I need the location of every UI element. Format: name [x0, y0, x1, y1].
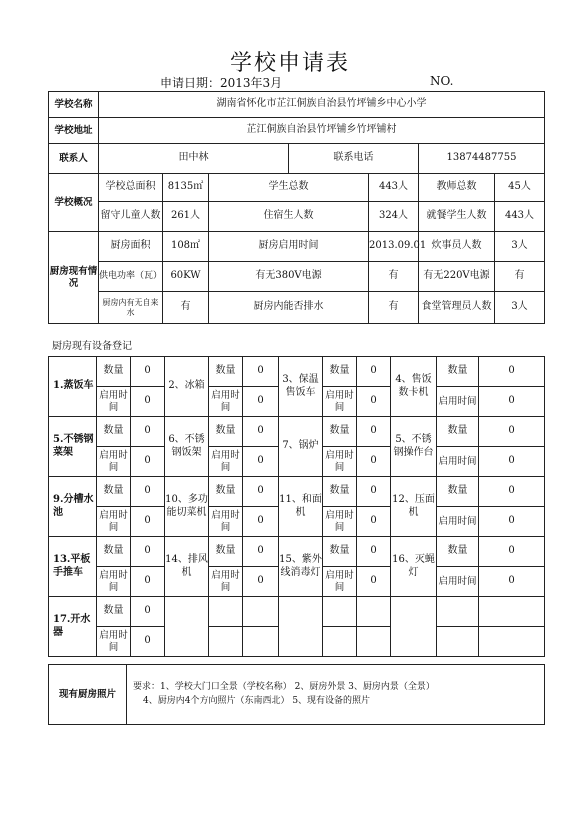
kitchen-label: 厨房现有情况 — [49, 232, 99, 324]
quantity-value: 0 — [131, 477, 165, 507]
v380-value: 有 — [369, 262, 419, 292]
quantity-label: 数量 — [209, 477, 243, 507]
quantity-value: 0 — [131, 357, 165, 387]
equipment-section-title: 厨房现有设备登记 — [52, 341, 132, 352]
empty-cell — [279, 597, 323, 657]
overview-label: 学校概况 — [49, 174, 99, 232]
quantity-label: 数量 — [437, 417, 479, 447]
quantity-label: 数量 — [437, 357, 479, 387]
quantity-value: 0 — [243, 537, 279, 567]
start-time-value: 0 — [479, 567, 545, 597]
equipment-name: 15、紫外线消毒灯 — [279, 537, 323, 597]
teachers-value: 45人 — [495, 174, 545, 202]
start-time-value: 0 — [243, 447, 279, 477]
quantity-value: 0 — [243, 417, 279, 447]
contact-label: 联系人 — [49, 144, 99, 174]
apply-date: 申请日期：2013年3月 — [160, 76, 283, 90]
equipment-name: 10、多功能切菜机 — [165, 477, 209, 537]
equipment-name: 9.分槽水池 — [49, 477, 97, 537]
start-time-label: 启用时间 — [97, 507, 131, 537]
start-time-label: 启用时间 — [437, 447, 479, 477]
quantity-value: 0 — [357, 417, 391, 447]
cooks-value: 3人 — [495, 232, 545, 262]
start-time-value: 0 — [479, 507, 545, 537]
managers-label: 食堂管理员人数 — [419, 292, 495, 324]
quantity-label: 数量 — [323, 477, 357, 507]
school-area-label: 学校总面积 — [99, 174, 163, 202]
kitchen-area-label: 厨房面积 — [99, 232, 163, 262]
quantity-value: 0 — [243, 477, 279, 507]
start-time-label: 启用时间 — [323, 387, 357, 417]
start-time-value: 0 — [131, 387, 165, 417]
quantity-value: 0 — [479, 357, 545, 387]
start-time-label: 启用时间 — [97, 627, 131, 657]
start-time-value: 0 — [243, 507, 279, 537]
school-address-value: 芷江侗族自治县竹坪铺乡竹坪铺村 — [99, 118, 545, 144]
quantity-value: 0 — [479, 537, 545, 567]
leftbehind-value: 261人 — [163, 202, 209, 232]
start-time-label: 启用时间 — [209, 387, 243, 417]
kitchen-start-label: 厨房启用时间 — [209, 232, 369, 262]
empty-cell — [437, 627, 479, 657]
photos-req-line2: 4、厨房内4个方向照片（东南西北） 5、现有设备的照片 — [143, 695, 371, 706]
quantity-label: 数量 — [97, 357, 131, 387]
empty-cell — [437, 597, 479, 627]
quantity-label: 数量 — [437, 477, 479, 507]
start-time-label: 启用时间 — [97, 447, 131, 477]
managers-value: 3人 — [495, 292, 545, 324]
equipment-name: 2、冰箱 — [165, 357, 209, 417]
boarders-label: 住宿生人数 — [209, 202, 369, 232]
empty-cell — [357, 627, 391, 657]
students-value: 443人 — [369, 174, 419, 202]
empty-cell — [209, 627, 243, 657]
students-label: 学生总数 — [209, 174, 369, 202]
equipment-name: 7、锅炉 — [279, 417, 323, 477]
empty-cell — [323, 627, 357, 657]
equipment-name: 6、不锈钢饭架 — [165, 417, 209, 477]
quantity-label: 数量 — [323, 537, 357, 567]
quantity-label: 数量 — [323, 417, 357, 447]
photos-requirements — [127, 665, 545, 725]
diners-value: 443人 — [495, 202, 545, 232]
phone-label: 联系电话 — [289, 144, 419, 174]
v220-label: 有无220V电源 — [419, 262, 495, 292]
start-time-value: 0 — [357, 567, 391, 597]
quantity-value: 0 — [357, 477, 391, 507]
school-area-value: 8135㎡ — [163, 174, 209, 202]
equipment-name: 12、压面机 — [391, 477, 437, 537]
start-time-value: 0 — [479, 387, 545, 417]
photos-req-line1: 要求：1、学校大门口全景（学校名称） 2、厨房外景 3、厨房内景（全景） — [133, 682, 435, 692]
drain-label: 厨房内能否排水 — [209, 292, 369, 324]
quantity-value: 0 — [357, 357, 391, 387]
start-time-label: 启用时间 — [323, 507, 357, 537]
quantity-value: 0 — [479, 417, 545, 447]
water-value: 有 — [163, 292, 209, 324]
start-time-value: 0 — [131, 447, 165, 477]
empty-cell — [209, 597, 243, 627]
empty-cell — [479, 597, 545, 627]
contact-value: 田中林 — [99, 144, 289, 174]
quantity-label: 数量 — [97, 537, 131, 567]
water-label: 厨房内有无自来水 — [99, 292, 163, 324]
quantity-value: 0 — [479, 477, 545, 507]
photos-label: 现有厨房照片 — [49, 665, 127, 725]
quantity-label: 数量 — [97, 597, 131, 627]
quantity-value: 0 — [357, 537, 391, 567]
photos-table — [48, 664, 545, 725]
quantity-label: 数量 — [209, 357, 243, 387]
start-time-label: 启用时间 — [209, 507, 243, 537]
quantity-value: 0 — [131, 597, 165, 627]
start-time-value: 0 — [131, 627, 165, 657]
kitchen-start-value: 2013.09.01 — [369, 232, 419, 262]
quantity-value: 0 — [131, 417, 165, 447]
start-time-label: 启用时间 — [437, 567, 479, 597]
equipment-name: 4、售饭数卡机 — [391, 357, 437, 417]
empty-cell — [165, 597, 209, 657]
equipment-name: 5、不锈钢操作台 — [391, 417, 437, 477]
start-time-label: 启用时间 — [437, 387, 479, 417]
start-time-label: 启用时间 — [97, 387, 131, 417]
teachers-label: 教师总数 — [419, 174, 495, 202]
equipment-name: 14、排风机 — [165, 537, 209, 597]
equipment-table — [48, 356, 545, 657]
start-time-label: 启用时间 — [209, 447, 243, 477]
empty-cell — [323, 597, 357, 627]
empty-cell — [243, 597, 279, 627]
start-time-value: 0 — [131, 567, 165, 597]
quantity-label: 数量 — [97, 477, 131, 507]
equipment-name: 11、和面机 — [279, 477, 323, 537]
start-time-value: 0 — [131, 507, 165, 537]
start-time-label: 启用时间 — [323, 567, 357, 597]
form-title: 学校申请表 — [229, 51, 350, 76]
kitchen-area-value: 108㎡ — [163, 232, 209, 262]
start-time-value: 0 — [479, 447, 545, 477]
leftbehind-label: 留守儿童人数 — [99, 202, 163, 232]
empty-cell — [243, 627, 279, 657]
boarders-value: 324人 — [369, 202, 419, 232]
empty-cell — [479, 627, 545, 657]
form-number-label: NO. — [430, 74, 454, 88]
school-name-label: 学校名称 — [49, 92, 99, 118]
equipment-name: 5.不锈钢菜架 — [49, 417, 97, 477]
quantity-label: 数量 — [323, 357, 357, 387]
quantity-label: 数量 — [97, 417, 131, 447]
v220-value: 有 — [495, 262, 545, 292]
equipment-name: 13.平板手推车 — [49, 537, 97, 597]
empty-cell — [391, 597, 437, 657]
v380-label: 有无380V电源 — [209, 262, 369, 292]
start-time-label: 启用时间 — [437, 507, 479, 537]
cooks-label: 炊事员人数 — [419, 232, 495, 262]
start-time-value: 0 — [357, 507, 391, 537]
quantity-label: 数量 — [437, 537, 479, 567]
equipment-name: 3、保温售饭车 — [279, 357, 323, 417]
school-name-value: 湖南省怀化市芷江侗族自治县竹坪铺乡中心小学 — [99, 92, 545, 118]
power-label: 供电功率（瓦） — [99, 262, 163, 292]
start-time-value: 0 — [357, 387, 391, 417]
drain-value: 有 — [369, 292, 419, 324]
equipment-name: 1.蒸饭车 — [49, 357, 97, 417]
school-address-label: 学校地址 — [49, 118, 99, 144]
start-time-value: 0 — [243, 567, 279, 597]
quantity-value: 0 — [243, 357, 279, 387]
start-time-label: 启用时间 — [323, 447, 357, 477]
school-info-table — [48, 91, 545, 324]
power-value: 60KW — [163, 262, 209, 292]
quantity-label: 数量 — [209, 537, 243, 567]
start-time-value: 0 — [357, 447, 391, 477]
start-time-value: 0 — [243, 387, 279, 417]
empty-cell — [357, 597, 391, 627]
start-time-label: 启用时间 — [97, 567, 131, 597]
equipment-name: 16、灭蝇灯 — [391, 537, 437, 597]
equipment-name: 17.开水器 — [49, 597, 97, 657]
quantity-value: 0 — [131, 537, 165, 567]
quantity-label: 数量 — [209, 417, 243, 447]
diners-label: 就餐学生人数 — [419, 202, 495, 232]
start-time-label: 启用时间 — [209, 567, 243, 597]
phone-value: 13874487755 — [419, 144, 545, 174]
